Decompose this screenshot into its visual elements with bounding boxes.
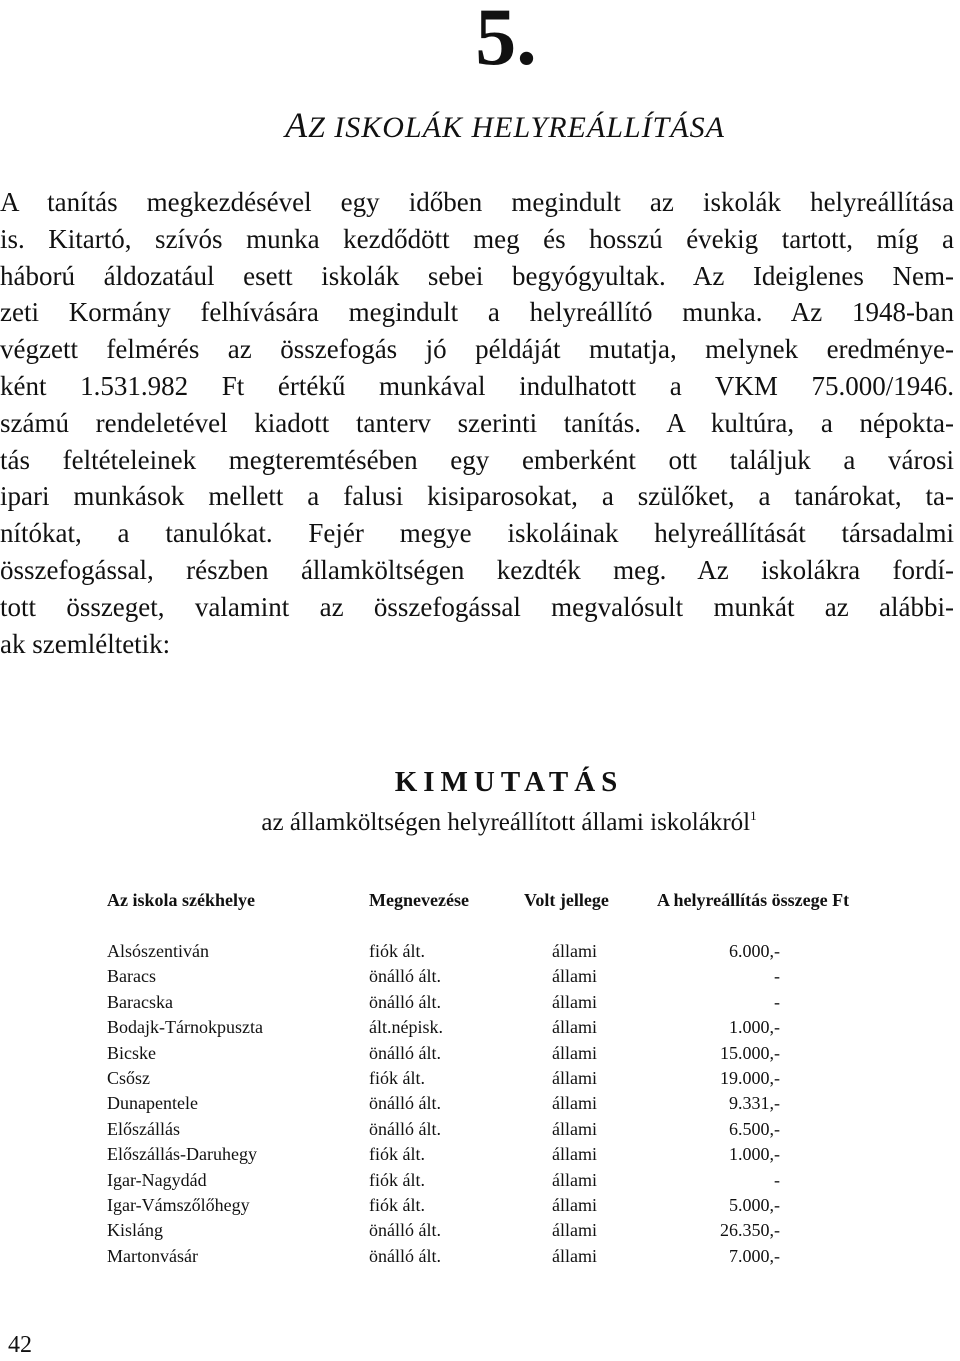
cell-type: állami — [552, 1245, 597, 1266]
cell-amount: 15.000,- — [720, 1042, 780, 1063]
table-body — [0, 941, 960, 1271]
body-paragraph — [0, 184, 954, 662]
cell-amount: 6.500,- — [729, 1118, 780, 1139]
cell-amount: 19.000,- — [720, 1067, 780, 1088]
table-row — [0, 1144, 960, 1169]
table-row — [0, 966, 960, 991]
cell-name: fiók ált. — [369, 941, 425, 961]
table-row — [0, 1220, 960, 1245]
cell-seat: Csősz — [107, 1067, 151, 1088]
cell-type: állami — [552, 1067, 597, 1088]
cell-type: állami — [552, 991, 597, 1012]
cell-amount: 6.000,- — [729, 941, 780, 961]
cell-name: önálló ált. — [369, 991, 441, 1012]
table-row — [0, 1246, 960, 1271]
table-row — [0, 1170, 960, 1195]
cell-amount: 5.000,- — [729, 1194, 780, 1215]
kimutatas-title: KIMUTATÁS — [394, 766, 624, 798]
cell-amount: 9.331,- — [729, 1093, 780, 1114]
cell-seat: Dunapentele — [107, 1093, 198, 1114]
cell-name: önálló ált. — [369, 1093, 441, 1114]
table-row — [0, 1119, 960, 1144]
cell-seat: Baracska — [107, 991, 173, 1012]
kimutatas-subtitle — [0, 808, 960, 837]
cell-name: ált.népisk. — [369, 1017, 443, 1038]
cell-name: önálló ált. — [369, 966, 441, 987]
cell-seat: Bicske — [107, 1042, 156, 1063]
header-seat: Az iskola székhelye — [107, 890, 255, 910]
footnote-mark: 1 — [750, 808, 757, 823]
cell-amount: - — [774, 991, 780, 1012]
body-line: tás feltételeinek megteremtésében egy emberként ott találjuk a városi — [0, 444, 954, 475]
cell-name: önálló ált. — [369, 1220, 441, 1241]
body-line: háború áldozatául esett iskolák sebei begyógyultak. Az Ideiglenes Nem- — [0, 260, 954, 291]
cell-type: állami — [552, 1118, 597, 1139]
cell-amount: 26.350,- — [720, 1220, 780, 1241]
body-line: ként 1.531.982 Ft értékű munkával indulhatott a VKM 75.000/1946. — [0, 370, 954, 401]
cell-seat: Igar-Nagydád — [107, 1169, 207, 1190]
cell-type: állami — [552, 1194, 597, 1215]
header-amount: A helyreállítás összege Ft — [657, 890, 850, 910]
cell-seat: Alsószentiván — [107, 941, 209, 961]
body-line: A tanítás megkezdésével egy időben megindult az iskolák helyreállítása — [0, 187, 954, 217]
table-row — [0, 1043, 960, 1068]
table-row — [0, 1068, 960, 1093]
cell-seat: Igar-Vámszőlőhegy — [107, 1194, 250, 1215]
table-row — [0, 1195, 960, 1220]
chapter-title — [0, 104, 960, 146]
cell-amount: - — [774, 1169, 780, 1190]
cell-amount: 1.000,- — [729, 1017, 780, 1038]
chapter-title-rest: Z ISKOLÁK HELYREÁLLÍTÁSA — [308, 111, 725, 144]
body-line: ipari munkások mellett a falusi kisiparosokat, a szülőket, a tanárokat, ta- — [0, 481, 954, 512]
cell-type: állami — [552, 1017, 597, 1038]
body-line: összefogással, részben államköltségen kezdték meg. Az iskolákra fordí- — [0, 554, 954, 585]
kimutatas-subtitle-text: az államköltségen helyreállított állami iskolákról — [261, 809, 751, 836]
cell-seat: Előszállás — [107, 1118, 180, 1139]
body-line: végzett felmérés az összefogás jó példáját mutatja, melynek eredménye- — [0, 334, 954, 365]
cell-type: állami — [552, 1144, 597, 1165]
body-line: számú rendeletével kiadott tanterv szerinti tanítás. A kultúra, a népokta- — [0, 407, 954, 438]
cell-type: állami — [552, 966, 597, 987]
table-row — [0, 941, 960, 966]
cell-amount: 7.000,- — [729, 1245, 780, 1266]
cell-seat: Előszállás-Daruhegy — [107, 1144, 257, 1165]
cell-amount: 1.000,- — [729, 1144, 780, 1165]
cell-name: önálló ált. — [369, 1245, 441, 1266]
header-type: Volt jellege — [524, 890, 609, 910]
cell-type: állami — [552, 1093, 597, 1114]
cell-name: fiók ált. — [369, 1144, 425, 1165]
table-header — [0, 890, 960, 914]
cell-type: állami — [552, 1042, 597, 1063]
body-line: zeti Kormány felhívására megindult a helyreállító munka. Az 1948-ban — [0, 297, 954, 328]
cell-name: fiók ált. — [369, 1194, 425, 1215]
cell-name: fiók ált. — [369, 1169, 425, 1190]
page-number: 42 — [8, 1332, 32, 1358]
header-name: Megnevezése — [369, 890, 469, 910]
cell-type: állami — [552, 1169, 597, 1190]
cell-name: önálló ált. — [369, 1118, 441, 1139]
cell-amount: - — [774, 966, 780, 987]
cell-seat: Baracs — [107, 966, 156, 987]
table-row — [0, 1017, 960, 1042]
body-line: ak szemléltetik: — [0, 628, 171, 659]
cell-name: fiók ált. — [369, 1067, 425, 1088]
cell-seat: Kisláng — [107, 1220, 163, 1241]
body-line: nítókat, a tanulókat. Fejér megye iskoláinak helyreállítását társadalmi — [0, 518, 954, 549]
cell-type: állami — [552, 1220, 597, 1241]
table-row — [0, 1093, 960, 1118]
cell-name: önálló ált. — [369, 1042, 441, 1063]
cell-type: állami — [552, 941, 597, 961]
body-line: tott összeget, valamint az összefogással megvalósult munkát az alábbi- — [0, 591, 954, 622]
body-line: is. Kitartó, szívós munka kezdődött meg és hosszú évekig tartott, míg a — [0, 223, 954, 254]
cell-seat: Bodajk-Tárnokpuszta — [107, 1017, 263, 1038]
chapter-title-initial: A — [285, 105, 309, 145]
table-row — [0, 992, 960, 1017]
chapter-number: 5. — [475, 0, 537, 82]
cell-seat: Martonvásár — [107, 1245, 198, 1266]
